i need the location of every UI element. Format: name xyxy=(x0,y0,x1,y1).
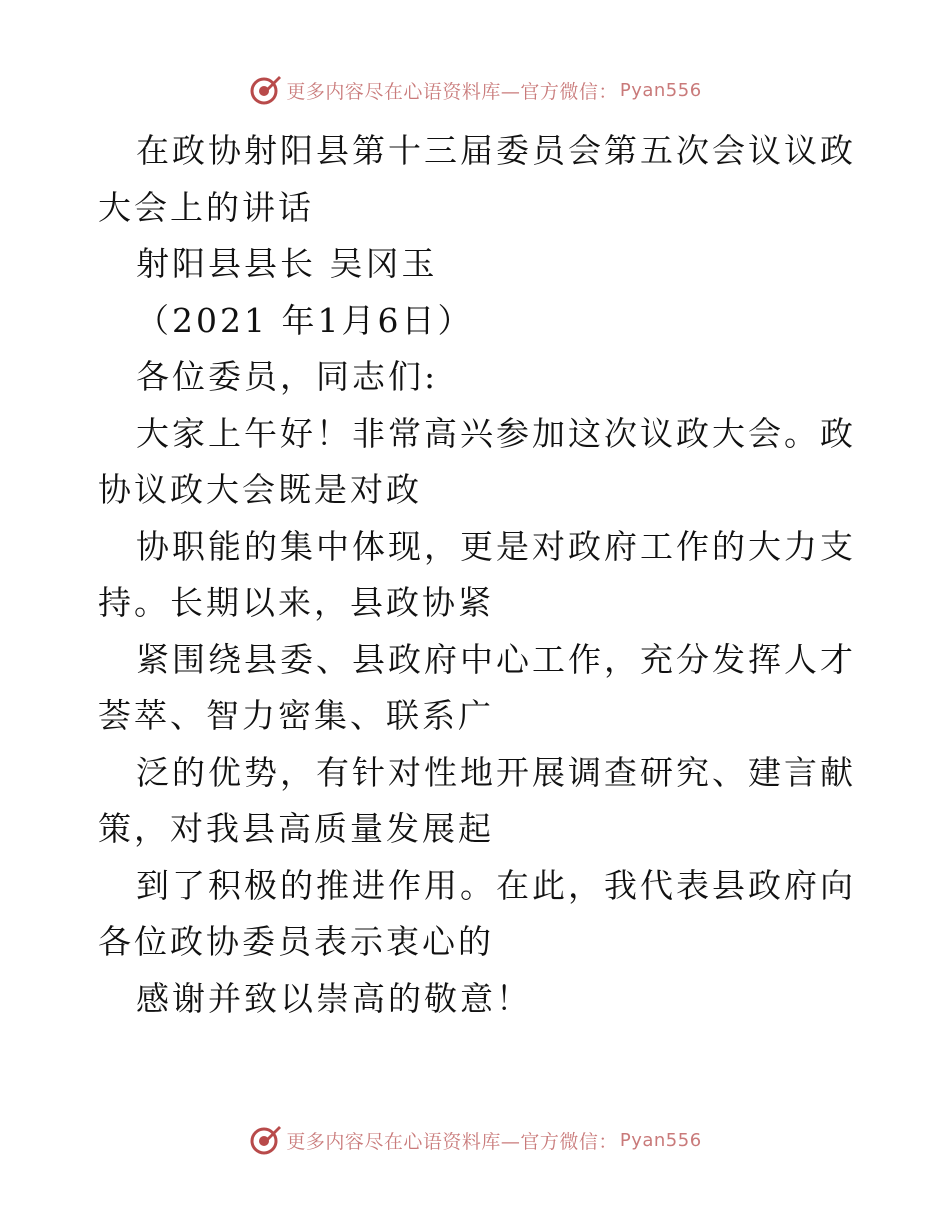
document-date: （2021 年1月6日） xyxy=(136,300,474,340)
paragraph: 协职能的集中体现，更是对政府工作的大力支持。长期以来，县政协紧 xyxy=(98,526,856,622)
watermark-handle: Pyan556 xyxy=(619,1129,702,1151)
pen-circle-logo-icon xyxy=(248,73,282,107)
header-watermark xyxy=(0,70,950,110)
paragraph: 大家上午好！非常高兴参加这次议政大会。政协议政大会既是对政 xyxy=(98,413,856,509)
document-body xyxy=(98,123,858,1027)
watermark-handle: Pyan556 xyxy=(619,79,702,101)
document-greeting: 各位委员，同志们: xyxy=(136,357,439,396)
paragraph: 到了积极的推进作用。在此，我代表县政府向各位政协委员表示衷心的 xyxy=(98,865,856,961)
watermark-text: 更多内容尽在心语资料库—官方微信： xyxy=(286,80,618,103)
paragraph: 泛的优势，有针对性地开展调查研究、建言献策，对我县高质量发展起 xyxy=(98,752,856,848)
document-speaker: 射阳县县长 吴冈玉 xyxy=(136,244,438,283)
watermark-text: 更多内容尽在心语资料库—官方微信： xyxy=(286,1130,618,1153)
paragraph: 感谢并致以崇高的敬意！ xyxy=(136,978,532,1018)
document-title: 在政协射阳县第十三届委员会第五次会议议政大会上的讲话 xyxy=(98,131,856,227)
footer-watermark xyxy=(0,1120,950,1160)
pen-circle-logo-icon xyxy=(248,1123,282,1157)
paragraph: 紧围绕县委、县政府中心工作，充分发挥人才荟萃、智力密集、联系广 xyxy=(98,639,856,735)
